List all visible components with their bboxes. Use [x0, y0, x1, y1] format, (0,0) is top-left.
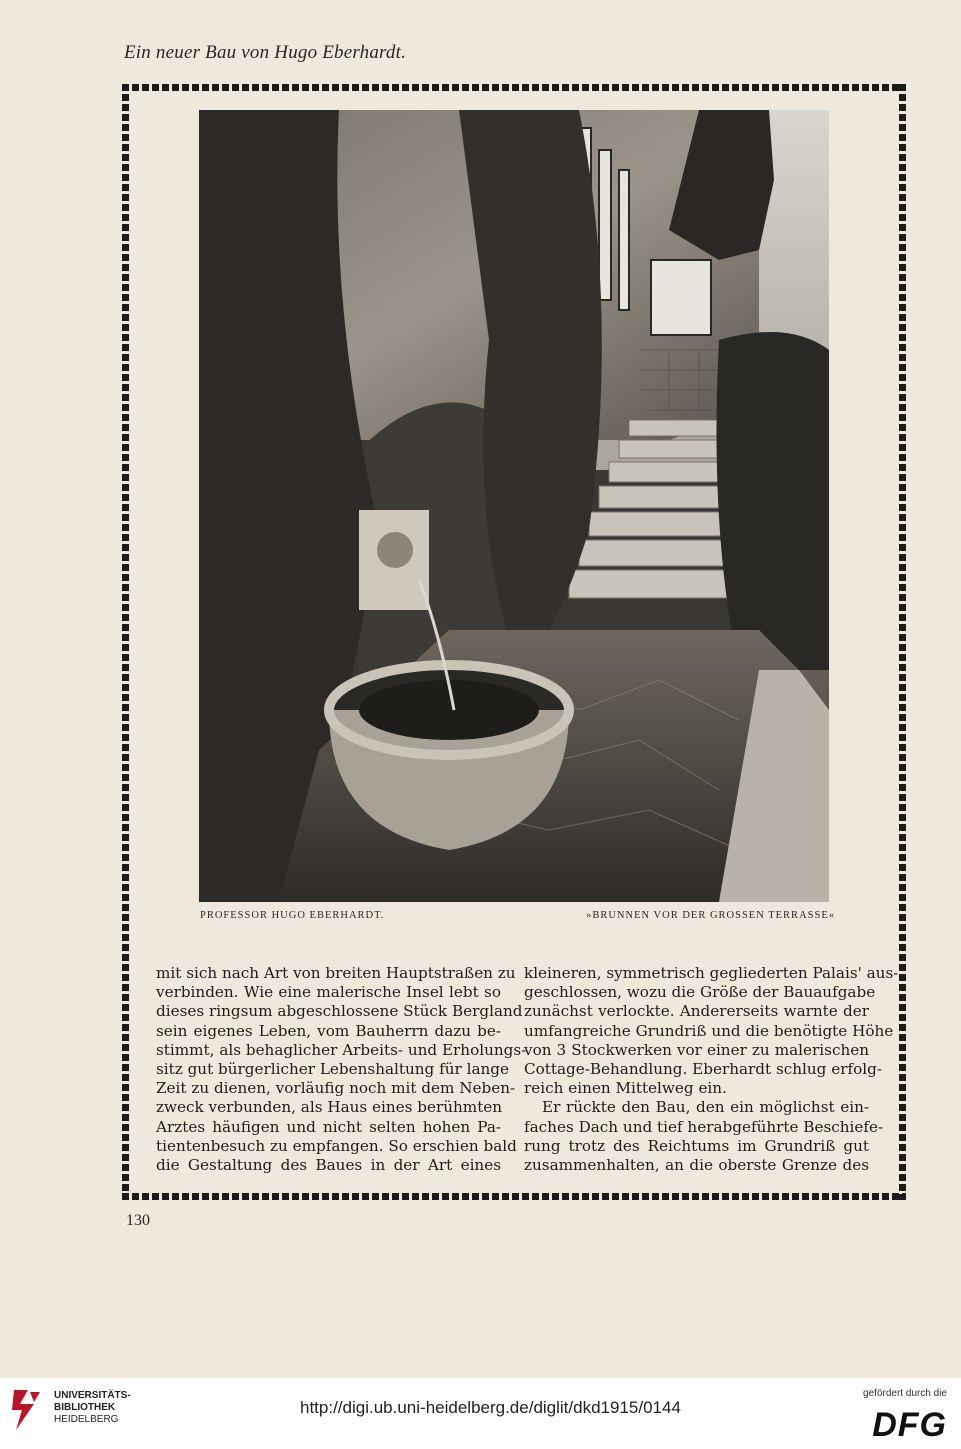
text-line: tientenbesuch zu empfangen. So erschien bald — [156, 1136, 517, 1155]
text-line: Zeit zu dienen, vorläufig noch mit dem Neben- — [156, 1079, 516, 1098]
fountain-photograph — [199, 110, 829, 902]
fountain-photograph-drawing — [199, 110, 829, 902]
text-column-right — [524, 964, 899, 1175]
text-line: stimmt, als behaglicher Arbeits- und Erholungs- — [156, 1040, 527, 1059]
text-column-left — [156, 964, 527, 1175]
text-line: mit sich nach Art von breiten Hauptstraßen zu — [156, 964, 516, 982]
university-library-logo-icon — [10, 1386, 44, 1434]
page-number: 130 — [126, 1212, 150, 1229]
text-line: kleineren, symmetrisch gegliederten Palais' aus- — [524, 964, 899, 982]
dfg-logo: DFG — [872, 1406, 947, 1444]
library-name — [54, 1390, 131, 1426]
text-line: faches Dach und tief herabgeführte Beschiefe- — [524, 1117, 884, 1136]
text-line: rung trotz des Reichtums im Grundriß gut — [524, 1136, 869, 1155]
frame-bottom-border — [122, 1193, 906, 1200]
text-line: Cottage-Behandlung. Eberhardt schlug erfolg- — [524, 1060, 882, 1079]
library-name-line: UNIVERSITÄTS- — [54, 1390, 131, 1401]
text-line: reich einen Mittelweg ein. — [524, 1079, 727, 1098]
frame-left-border — [122, 84, 129, 1200]
text-line: zunächst verlockte. Andererseits warnte der — [524, 1002, 869, 1021]
text-line: sitz gut bürgerlicher Lebenshaltung für lange — [156, 1060, 509, 1079]
figure-caption-author: PROFESSOR HUGO EBERHARDT. — [200, 910, 385, 921]
text-line: dieses ringsum abgeschlossene Stück Bergland — [156, 1002, 523, 1021]
text-line: zusammenhalten, an die oberste Grenze des — [524, 1156, 869, 1175]
source-url-link[interactable]: http://digi.ub.uni-heidelberg.de/diglit/dkd1915/0144 — [300, 1398, 681, 1417]
library-name-line: HEIDELBERG — [54, 1414, 119, 1425]
running-title: Ein neuer Bau von Hugo Eberhardt. — [124, 42, 407, 63]
text-line: Er rückte den Bau, den ein möglichst ein- — [542, 1098, 869, 1117]
frame-right-border — [899, 84, 906, 1200]
text-line: umfangreiche Grundriß und die benötigte Höhe — [524, 1021, 894, 1040]
text-line: die Gestaltung des Baues in der Art eines — [156, 1156, 501, 1175]
text-line: Arztes häufigen und nicht selten hohen Pa- — [156, 1117, 501, 1136]
text-line: von 3 Stockwerken vor einer zu malerischen — [524, 1040, 869, 1059]
frame-top-border — [122, 84, 906, 91]
text-line: sein eigenes Leben, vom Bauherrn dazu be- — [156, 1021, 501, 1040]
text-line: geschlossen, wozu die Größe der Bauaufgabe — [524, 983, 876, 1002]
text-line: verbinden. Wie eine malerische Insel lebt so — [156, 983, 501, 1002]
text-line: zweck verbunden, als Haus eines berühmten — [156, 1098, 503, 1117]
funded-by-label: gefördert durch die — [863, 1388, 947, 1399]
digitization-footer — [0, 1378, 961, 1449]
figure-caption-title: »BRUNNEN VOR DER GROSSEN TERRASSE« — [586, 910, 835, 921]
library-name-line: BIBLIOTHEK — [54, 1402, 116, 1413]
